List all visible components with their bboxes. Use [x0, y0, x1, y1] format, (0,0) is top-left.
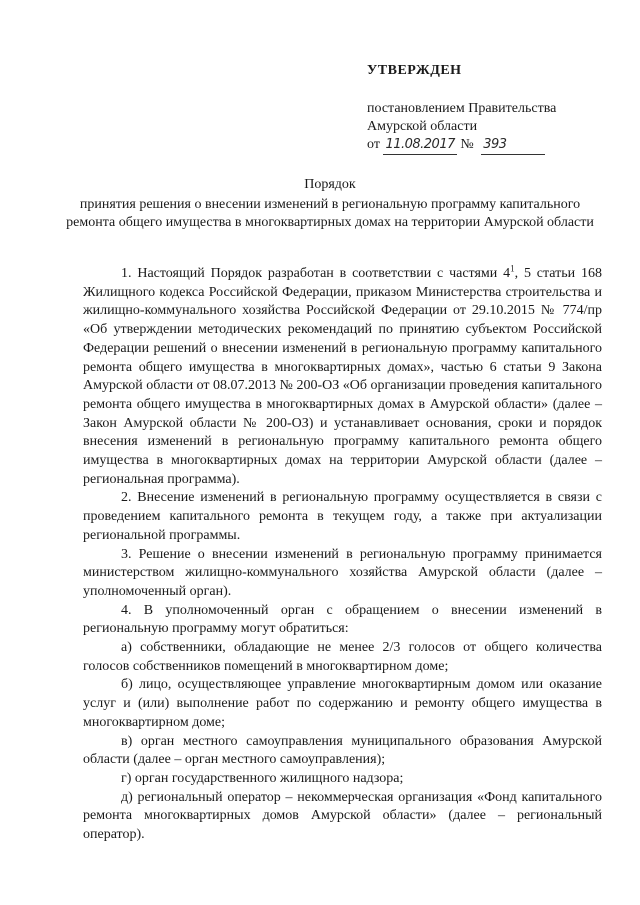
number-prefix: № [460, 137, 474, 152]
approval-line-1: постановлением Правительства [367, 101, 557, 116]
approval-heading: УТВЕРЖДЕН [367, 63, 462, 78]
handwritten-number: 393 [481, 136, 545, 155]
approval-stamp [367, 62, 607, 155]
approval-date-row [367, 136, 607, 155]
paragraph-1-start: 1. Настоящий Порядок разработан в соответствии с частями 4 [121, 266, 511, 281]
paragraph-1-superscript: 1 [510, 263, 515, 274]
paragraph-1-rest: , 5 статьи 168 Жилищного кодекса Российской Федерации, приказом Министерства строительства и жилищно-коммунального хозяйства Российской Федерации от 29.10.2015 № 774/пр «Об утверждении методических рекомендаций по принятию субъектом Российской Федерации решений о внесении изменений в региональную программу капитального ремонта общего имущества в многоквартирных домах», частью 6 статьи 9 Закона Амурской области от 08.07.2013 № 200-ОЗ «Об организации проведения капитального ремонта общего имущества в многоквартирных домах в Амурской области» (далее – Закон Амурской области № 200-ОЗ) и устанавливает основания, сроки и порядок внесения изменений в региональную программу капитального ремонта общего имущества в многоквартирных домах на территории Амурской области (далее – региональная программа). [83, 266, 602, 487]
handwritten-date: 11.08.2017 [383, 136, 456, 155]
title-subheading: принятия решения о внесении изменений в региональную программу капитального ремонта общего имущества в многоквартирных домах на территории Амурской области [66, 197, 594, 230]
subitem-g: г) орган государственного жилищного надзора; [121, 770, 404, 786]
document-body [83, 265, 602, 845]
paragraph-4: 4. В уполномоченный орган с обращением о внесении изменений в региональную программу могут обратиться: [83, 602, 602, 637]
paragraph-2: 2. Внесение изменений в региональную программу осуществляется в связи с проведением капитального ремонта в текущем году, а также при актуализации региональной программы. [83, 490, 602, 543]
title-heading: Порядок [304, 177, 356, 192]
subitem-a: а) собственники, обладающие не менее 2/3 голосов от общего количества голосов собственников помещений в многоквартирном доме; [83, 640, 602, 674]
paragraph-3: 3. Решение о внесении изменений в региональную программу принимается министерством жилищно-коммунального хозяйства Амурской области (далее – уполномоченный орган). [83, 546, 602, 599]
date-prefix: от [367, 137, 380, 152]
paragraph-1 [83, 265, 602, 489]
subitem-b: б) лицо, осуществляющее управление многоквартирным домом или оказание услуг и (или) выполнение работ по содержанию и ремонту общего имущества в многоквартирном доме; [83, 677, 602, 730]
subitem-d: д) региональный оператор – некоммерческая организация «Фонд капитального ремонта многоквартирных домов Амурской области» (далее – региональный оператор). [83, 789, 602, 843]
approval-line-2: Амурской области [367, 119, 478, 134]
subitem-v: в) орган местного самоуправления муниципального образования Амурской области (далее – орган местного самоуправления); [83, 733, 602, 768]
document-title [60, 176, 600, 232]
